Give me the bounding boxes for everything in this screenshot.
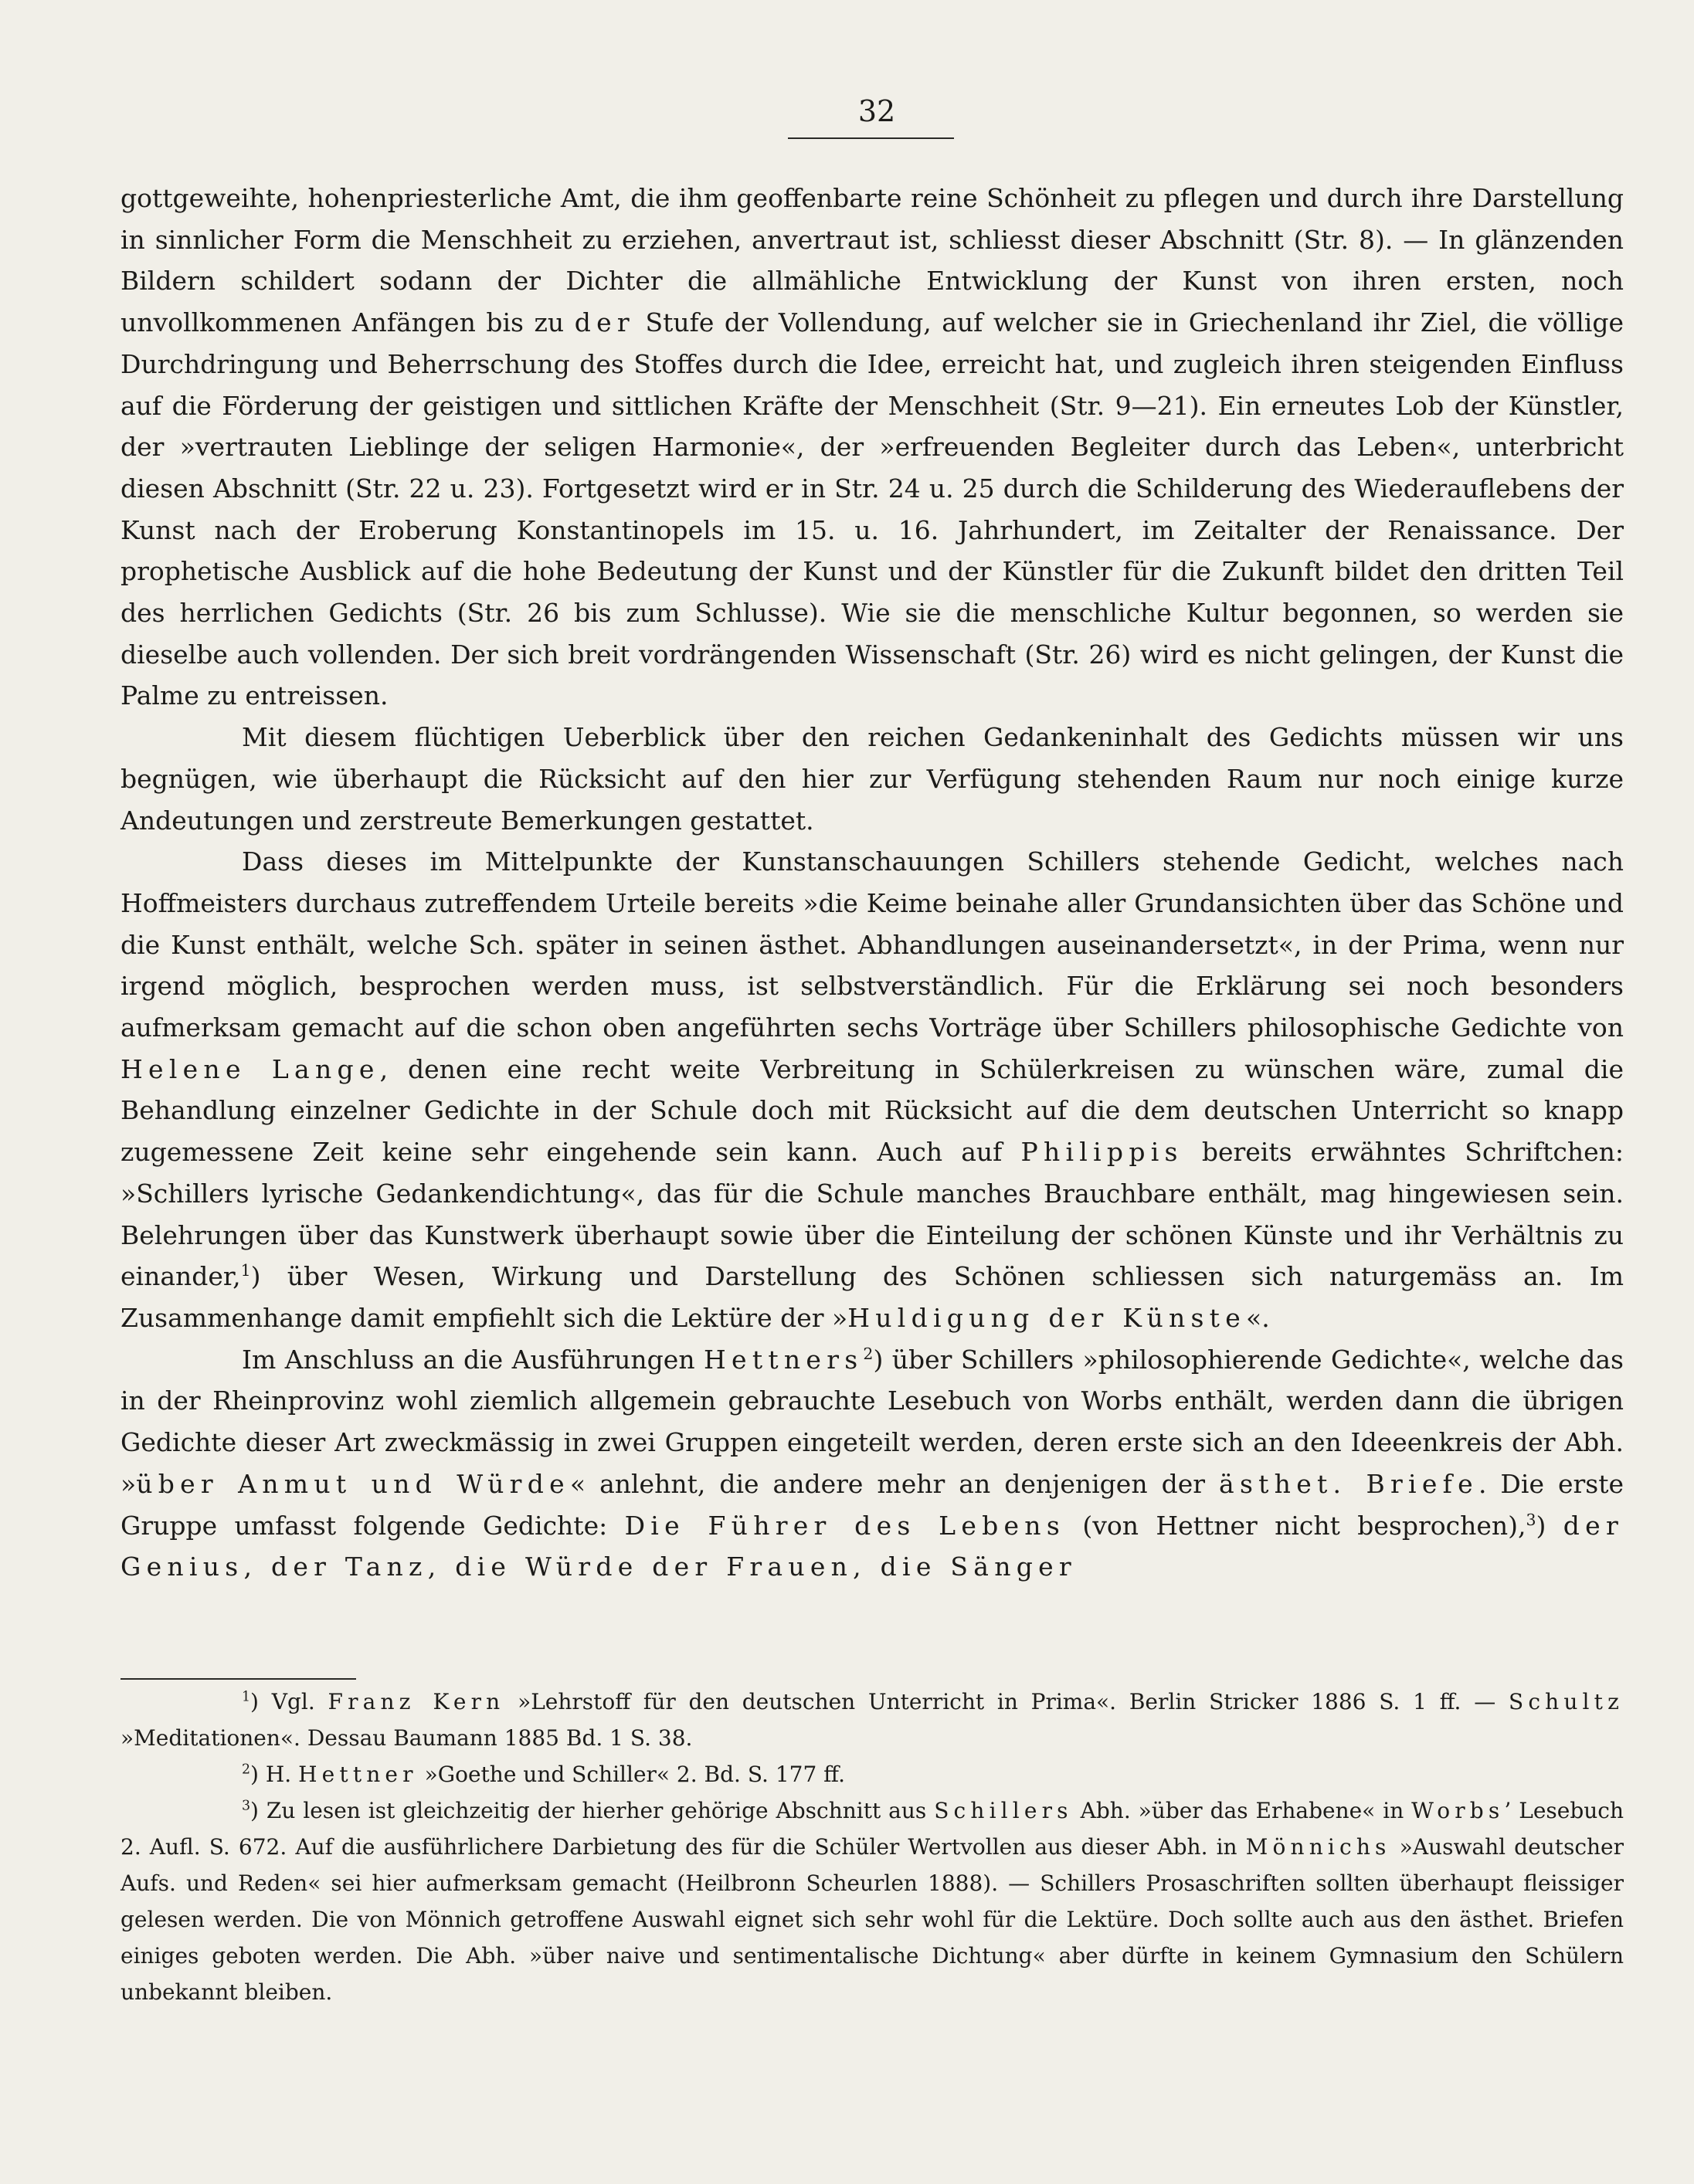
text-run: »Lehrstoff für den deutschen Unterricht in Prima«. Berlin Stricker 1886 S. 1 ff. — — [504, 1689, 1509, 1714]
text-run: Stufe der Vollendung, auf welcher sie in Griechenland ihr Ziel, die völlige Durchdringung und Beherrschung des Stoffes durch die Idee, erreicht hat, und zugleich ihren steigenden Einfluss auf die Förderung der geistigen und sittlichen Kräfte der Menschheit (Str. 9—21). Ein erneutes Lob der Künstler, der »vertrauten Lieblinge der seligen Harmonie«, der »erfreuenden Begleiter durch das Leben«, unterbricht diesen Abschnitt (Str. 22 u. 23). Fortgesetzt wird er in Str. 24 u. 25 durch die Schilderung des Wiederauflebens der Kunst nach der Eroberung Konstantinopels im 15. u. 16. Jahrhundert, im Zeitalter der Renaissance. Der prophetische Ausblick auf die hohe Bedeutung der Kunst und der Künstler für die Zukunft bildet den dritten Teil des herrlichen Gedichts (Str. 26 bis zum Schlusse). Wie sie die menschliche Kultur begonnen, so werden sie dieselbe auch vollenden. Der sich breit vordrängenden Wissenschaft (Str. 26) wird es nicht gelingen, der Kunst die Palme zu entreissen. — [121, 307, 1624, 711]
footnote-1 — [121, 1684, 1624, 1756]
text-run: Im Anschluss an die Ausführungen — [242, 1344, 704, 1375]
spaced-emphasis: Helene Lange — [121, 1053, 380, 1084]
spaced-emphasis: Hettner — [298, 1762, 418, 1787]
spaced-emphasis: Huldigung der Künste — [847, 1302, 1246, 1333]
text-run: ) über Schillers »philosophierende Gedichte«, welche das in der Rheinprovinz wohl ziemlich allgemein gebrauchte Lesebuch von Worbs enthält, werden dann die übrigen Gedichte dieser Art zweckmässig in zwei Gruppen eingeteilt werden, deren erste sich an den Ideeenkreis der Abh. » — [121, 1344, 1624, 1499]
spaced-emphasis: Worbs — [1411, 1798, 1505, 1823]
text-run: ) — [1536, 1510, 1563, 1541]
footnote-rule — [121, 1678, 356, 1680]
footnote-2 — [121, 1756, 1624, 1792]
text-run: ) Vgl. — [250, 1689, 328, 1714]
text-run: ’ Lesebuch 2. Aufl. S. 672. Auf die ausführlichere Darbietung des für die Schüler Wertvollen aus dieser Abh. in — [121, 1798, 1624, 1860]
text-run: « anlehnt, die andere mehr an denjenigen der — [569, 1468, 1220, 1499]
text-run: , denen eine recht weite Verbreitung in Schülerkreisen zu wünschen wäre, zumal die Behandlung einzelner Gedichte in der Schule doch mit Rücksicht auf die dem deutschen Unterricht so knapp zugemessene Zeit keine sehr eingehende sein kann. Auch auf — [121, 1053, 1624, 1168]
text-run: Dass dieses im Mittelpunkte der Kunstanschauungen Schillers stehende Gedicht, welches nach Hoffmeisters durchaus zutreffendem Urteile bereits »die Keime beinahe aller Grundansichten über das Schöne und die Kunst enthält, welche Sch. später in seinen ästhet. Abhandlungen auseinandersetzt«, in der Prima, wenn nur irgend möglich, besprochen werden muss, ist selbstverständlich. Für die Erklärung sei noch besonders aufmerksam gemacht auf die schon oben angeführten sechs Vorträge über Schillers philosophische Gedichte von — [121, 846, 1624, 1043]
text-run: »Meditationen«. Dessau Baumann 1885 Bd. 1 S. 38. — [121, 1725, 693, 1751]
footnote-3 — [121, 1792, 1624, 2010]
paragraph-3 — [121, 841, 1624, 1338]
spaced-emphasis: Schillers — [934, 1798, 1073, 1823]
header-rule — [788, 137, 954, 139]
spaced-emphasis: Hettners — [704, 1344, 864, 1375]
text-run: Abh. »über das Erhabene« in — [1072, 1798, 1412, 1823]
page-number: 32 — [857, 94, 896, 128]
footnotes — [121, 1684, 1624, 2010]
footnote-mark: 2 — [242, 1762, 251, 1778]
paragraph-1 — [121, 178, 1624, 717]
spaced-emphasis: der Genius, der Tanz, die Würde der Frauen, die Sänger — [121, 1510, 1624, 1582]
text-run: . Die erste Gruppe umfasst folgende Gedichte: — [121, 1468, 1624, 1541]
text-run: Mit diesem flüchtigen Ueberblick über den reichen Gedankeninhalt des Gedichts müssen wir uns begnügen, wie überhaupt die Rücksicht auf den hier zur Verfügung stehenden Raum nur noch einige kurze Andeutungen und zerstreute Bemerkungen gestattet. — [121, 722, 1624, 836]
paragraph-2 — [121, 717, 1624, 841]
text-run: «. — [1246, 1302, 1270, 1333]
spaced-emphasis: der — [574, 307, 635, 338]
footnote-ref: 3 — [1526, 1510, 1536, 1529]
text-run: »Goethe und Schiller« 2. Bd. S. 177 ff. — [417, 1762, 845, 1787]
text-run: ) H. — [250, 1762, 299, 1787]
text-run: bereits erwähntes Schriftchen: »Schillers lyrische Gedankendichtung«, das für die Schule manches Brauchbare enthält, mag hingewiesen sein. Belehrungen über das Kunstwerk überhaupt sowie über die Einteilung der schönen Künste und ihr Verhältnis zu einander, — [121, 1137, 1624, 1292]
spaced-emphasis: Philippis — [1020, 1137, 1183, 1168]
spaced-emphasis: Mönnichs — [1245, 1834, 1391, 1860]
spaced-emphasis: Die Führer des Lebens — [624, 1510, 1066, 1541]
spaced-emphasis: Franz Kern — [328, 1689, 505, 1714]
text-run: (von Hettner nicht besprochen), — [1065, 1510, 1526, 1541]
text-run: »Auswahl deutscher Aufs. und Reden« sei hier aufmerksam gemacht (Heilbronn Scheurlen 1888). — Schillers Prosaschriften sollten überhaupt fleissiger gelesen werden. Die von Mönnich getroffene Auswahl eignet sich sehr wohl für die Lektüre. Doch sollte auch aus den ästhet. Briefen einiges geboten werden. Die Abh. »über naive und sentimentalische Dichtung« aber dürfte in keinem Gymnasium den Schülern unbekannt bleiben. — [121, 1834, 1624, 2005]
spaced-emphasis: über Anmut und Würde — [136, 1468, 570, 1499]
footnote-ref: 2 — [863, 1344, 874, 1363]
spaced-emphasis: Schultz — [1508, 1689, 1624, 1714]
spaced-emphasis: ästhet. Briefe — [1219, 1468, 1478, 1499]
footnote-ref: 1 — [240, 1261, 251, 1280]
footnote-mark: 1 — [242, 1689, 251, 1705]
text-run: ) Zu lesen ist gleichzeitig der hierher gehörige Abschnitt aus — [250, 1798, 935, 1823]
paragraph-4 — [121, 1339, 1624, 1588]
text-run: gottgeweihte, hohenpriesterliche Amt, die ihm geoffenbarte reine Schönheit zu pflegen und durch ihre Darstellung in sinnlicher Form die Menschheit zu erziehen, anvertraut ist, schliesst dieser Abschnitt (Str. 8). — In glänzenden Bildern schildert sodann der Dichter die allmähliche Entwicklung der Kunst von ihren ersten, noch unvollkommenen Anfängen bis zu — [121, 183, 1624, 338]
text-run: ) über Wesen, Wirkung und Darstellung des Schönen schliessen sich naturgemäss an. Im Zusammenhange damit empfiehlt sich die Lektüre der » — [121, 1261, 1624, 1333]
main-text — [121, 178, 1624, 1588]
footnote-mark: 3 — [242, 1798, 251, 1814]
